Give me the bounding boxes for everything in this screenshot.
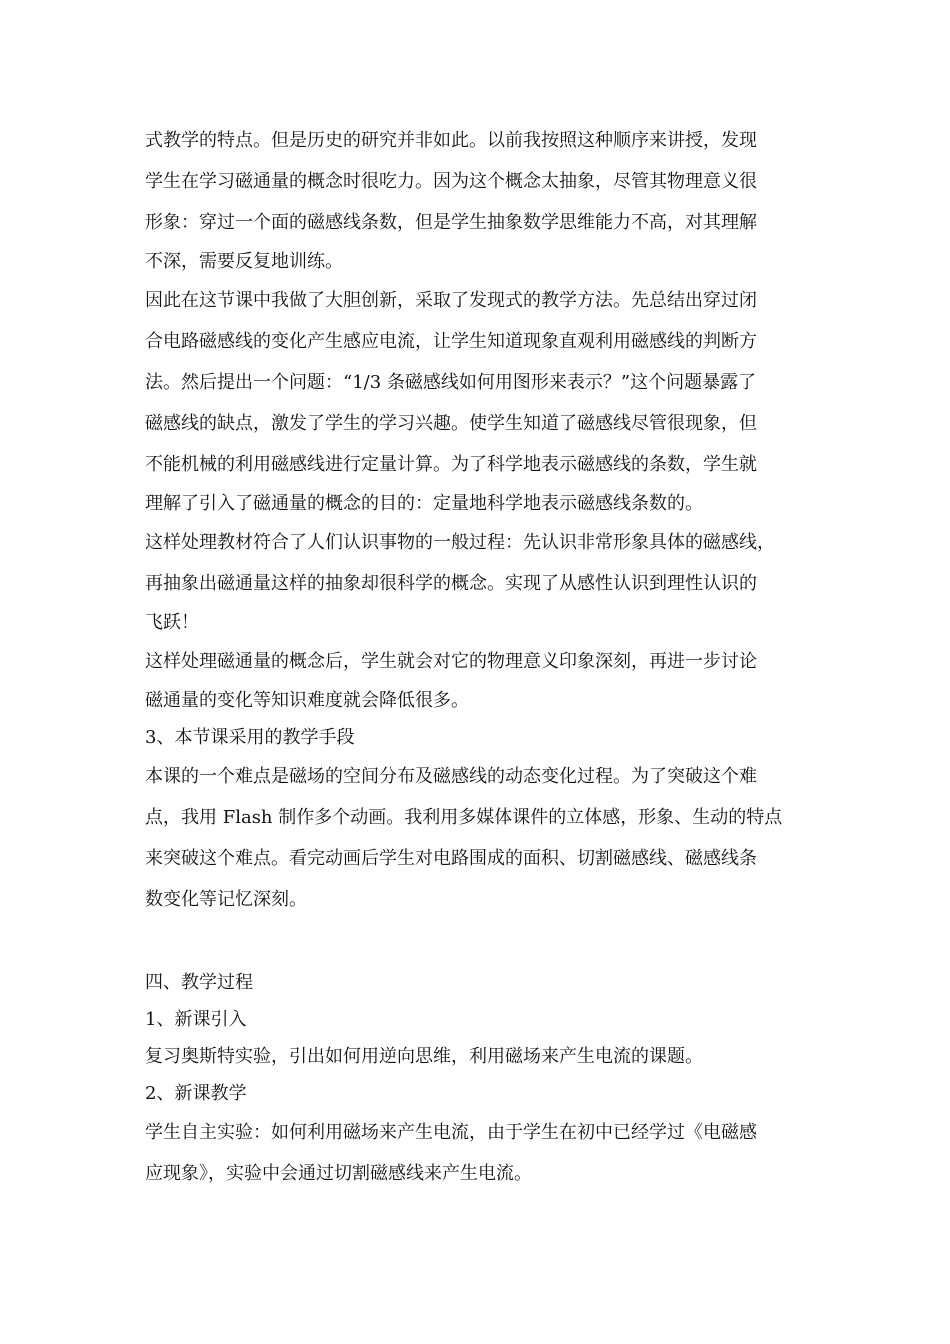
text-line: 本课的一个难点是磁场的空间分布及磁感线的动态变化过程。为了突破这个难 (145, 766, 757, 787)
paragraph-5 (145, 756, 815, 920)
paragraph-6 (145, 1038, 815, 1075)
text-line: 这样处理磁通量的概念后，学生就会对它的物理意义印象深刻，再进一步讨论 (145, 651, 757, 672)
paragraph-2 (145, 280, 815, 522)
section-heading: 3、本节课采用的教学手段 (145, 727, 355, 748)
paragraph-1 (145, 120, 815, 280)
text-line: 不能机械的利用磁感线进行定量计算。为了科学地表示磁感线的条数，学生就 (145, 454, 757, 475)
heading-teaching-process (145, 964, 815, 1001)
text-line: 磁通量的变化等知识难度就会降低很多。 (145, 690, 469, 711)
heading-teaching-means (145, 719, 815, 756)
text-line: 来突破这个难点。看完动画后学生对电路围成的面积、切割磁感线、磁感线条 (145, 848, 757, 869)
text-line: 法。然后提出一个问题：“1/3 条磁感线如何用图形来表示？”这个问题暴露了 (145, 372, 757, 393)
text-line: 这样处理教材符合了人们认识事物的一般过程：先认识非常形象具体的磁感线， (145, 532, 775, 553)
text-line: 数变化等记忆深刻。 (145, 889, 307, 910)
text-line: 点，我用 Flash 制作多个动画。我利用多媒体课件的立体感，形象、生动的特点 (145, 807, 783, 828)
paragraph-7 (145, 1112, 815, 1194)
text-line: 因此在这节课中我做了大胆创新，采取了发现式的教学方法。先总结出穿过闭 (145, 290, 757, 311)
text-line: 不深，需要反复地训练。 (145, 251, 343, 272)
text-line: 应现象》，实验中会通过切割磁感线来产生电流。 (145, 1163, 532, 1184)
sub-heading: 2、新课教学 (145, 1083, 247, 1104)
text-line: 合电路磁感线的变化产生感应电流，让学生知道现象直观利用磁感线的判断方 (145, 331, 757, 352)
text-line: 复习奥斯特实验，引出如何用逆向思维，利用磁场来产生电流的课题。 (145, 1046, 703, 1067)
text-line: 飞跃！ (145, 612, 199, 633)
paragraph-3 (145, 522, 815, 641)
text-line: 学生在学习磁通量的概念时很吃力。因为这个概念太抽象，尽管其物理意义很 (145, 171, 757, 192)
paragraph-4 (145, 641, 815, 719)
section-heading: 四、教学过程 (145, 972, 253, 993)
text-line: 磁感线的缺点，激发了学生的学习兴趣。使学生知道了磁感线尽管很现象，但 (145, 413, 757, 434)
document-body (145, 120, 815, 1194)
text-line: 式教学的特点。但是历史的研究并非如此。以前我按照这种顺序来讲授，发现 (145, 130, 757, 151)
text-line: 理解了引入了磁通量的概念的目的：定量地科学地表示磁感线条数的。 (145, 493, 703, 514)
sub-heading: 1、新课引入 (145, 1009, 247, 1030)
heading-new-lesson-intro (145, 1001, 815, 1038)
text-line: 形象：穿过一个面的磁感线条数，但是学生抽象数学思维能力不高，对其理解 (145, 212, 757, 233)
text-line: 学生自主实验：如何利用磁场来产生电流，由于学生在初中已经学过《电磁感 (145, 1122, 757, 1143)
heading-new-lesson-teaching (145, 1075, 815, 1112)
blank-line (145, 920, 815, 964)
text-line: 再抽象出磁通量这样的抽象却很科学的概念。实现了从感性认识到理性认识的 (145, 573, 757, 594)
